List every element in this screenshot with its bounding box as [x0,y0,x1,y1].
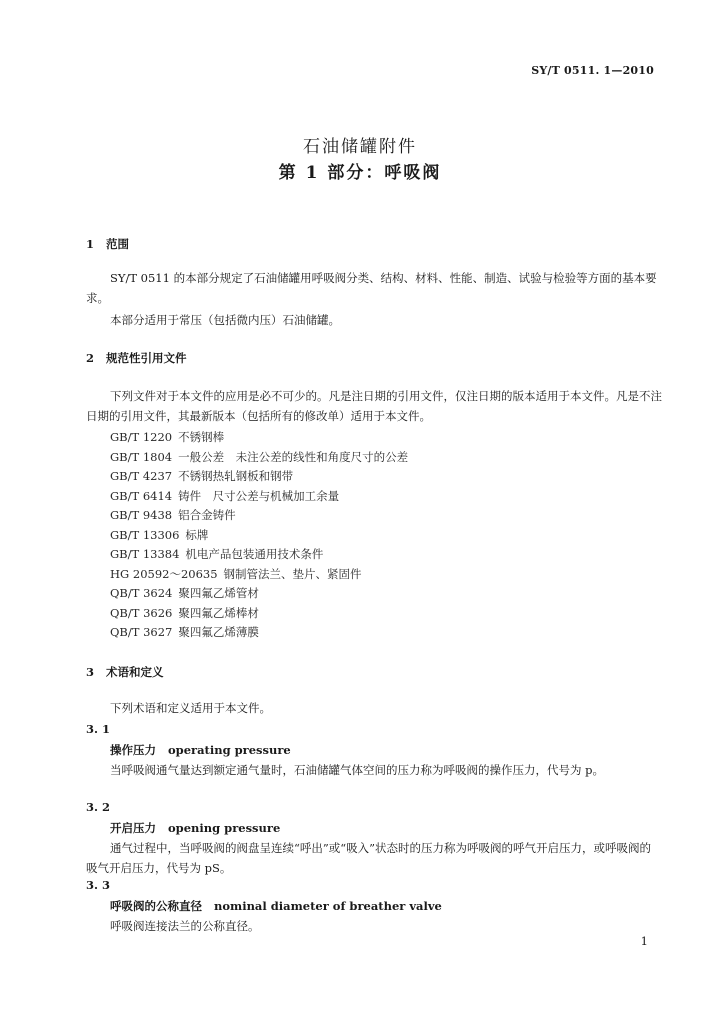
reference-code: HG 20592～20635 [110,566,218,581]
term-heading [110,898,442,914]
reference-code: GB/T 6414 [110,488,173,503]
term-number: 3. 3 [86,878,111,892]
reference-code: GB/T 13306 [110,527,180,542]
section-1-number: 1 [86,237,95,251]
reference-title: 标牌 [185,527,209,542]
reference-title: 机电产品包装通用技术条件 [185,547,324,561]
reference-code: QB/T 3626 [110,605,173,620]
section-3-heading [86,664,164,680]
reference-title: 钢制管法兰、垫片、紧固件 [223,566,362,581]
term-definition: 呼吸阀连接法兰的公称直径。 [110,919,260,933]
term-number: 3. 2 [86,800,111,814]
term-heading [110,820,280,836]
section-3-intro: 下列术语和定义适用于本文件。 [110,701,271,715]
reference-title: 聚四氟乙烯棒材 [178,605,259,620]
reference-item [110,624,408,644]
page-number: 1 [640,934,648,948]
reference-code: GB/T 1804 [110,449,173,464]
term-heading [110,742,291,758]
reference-code: GB/T 1220 [110,430,173,444]
reference-code: GB/T 13384 [110,547,180,561]
section-1-paragraph-1: SY/T 0511 的本部分规定了石油储罐用呼吸阀分类、结构、材料、性能、制造、试验与检验等方面的基本要求。 [86,271,657,305]
reference-title: 不锈钢棒 [178,430,225,444]
section-1-paragraph-2: 本部分适用于常压（包括微内压）石油储罐。 [110,313,340,327]
section-2-number: 2 [86,351,95,365]
reference-code: GB/T 9438 [110,508,173,522]
reference-item [110,527,408,547]
reference-item [110,546,408,566]
reference-item [110,507,408,527]
reference-code: QB/T 3624 [110,586,173,600]
term-english: opening pressure [168,821,281,835]
normative-reference-list [110,429,408,644]
term-english: operating pressure [168,743,291,757]
reference-code: QB/T 3627 [110,625,173,639]
reference-item [110,429,408,449]
document-title: 石油储罐附件 [303,137,417,157]
section-3-title: 术语和定义 [106,665,164,679]
section-1-title: 范围 [106,237,129,251]
reference-item [110,468,408,488]
reference-code: GB/T 4237 [110,469,173,483]
reference-title: 聚四氟乙烯管材 [178,586,259,600]
reference-title: 聚四氟乙烯薄膜 [178,625,259,639]
reference-item [110,488,408,508]
document-subtitle: 第 1 部分：呼吸阀 [278,163,442,183]
reference-title: 铸件 尺寸公差与机械加工余量 [178,488,340,503]
term-definition: 通气过程中，当呼吸阀的阀盘呈连续“呼出”或“吸入”状态时的压力称为呼吸阀的呼气开启压力，或呼吸阀的吸气开启压力，代号为 pS。 [86,841,652,875]
section-2-title: 规范性引用文件 [106,351,187,365]
reference-title: 一般公差 未注公差的线性和角度尺寸的公差 [178,449,409,464]
section-1-heading [86,236,129,252]
reference-item [110,585,408,605]
section-2-heading [86,350,187,366]
term-definition: 当呼吸阀通气量达到额定通气量时，石油储罐气体空间的压力称为呼吸阀的操作压力，代号为 p。 [110,763,605,777]
term-chinese: 呼吸阀的公称直径 [110,899,202,913]
term-chinese: 操作压力 [110,743,156,757]
reference-item [110,605,408,625]
standard-code: SY/T 0511. 1—2010 [531,64,654,77]
reference-item [110,449,408,469]
section-2-paragraph: 下列文件对于本文件的应用是必不可少的。凡是注日期的引用文件，仅注日期的版本适用于本文件。凡是不注日期的引用文件，其最新版本（包括所有的修改单）适用于本文件。 [86,389,662,423]
term-number: 3. 1 [86,722,111,736]
reference-item [110,566,408,586]
term-english: nominal diameter of breather valve [214,899,442,913]
reference-title: 铝合金铸件 [178,508,236,522]
section-3-number: 3 [86,665,95,679]
term-chinese: 开启压力 [110,821,156,835]
reference-title: 不锈钢热轧钢板和钢带 [178,469,294,483]
